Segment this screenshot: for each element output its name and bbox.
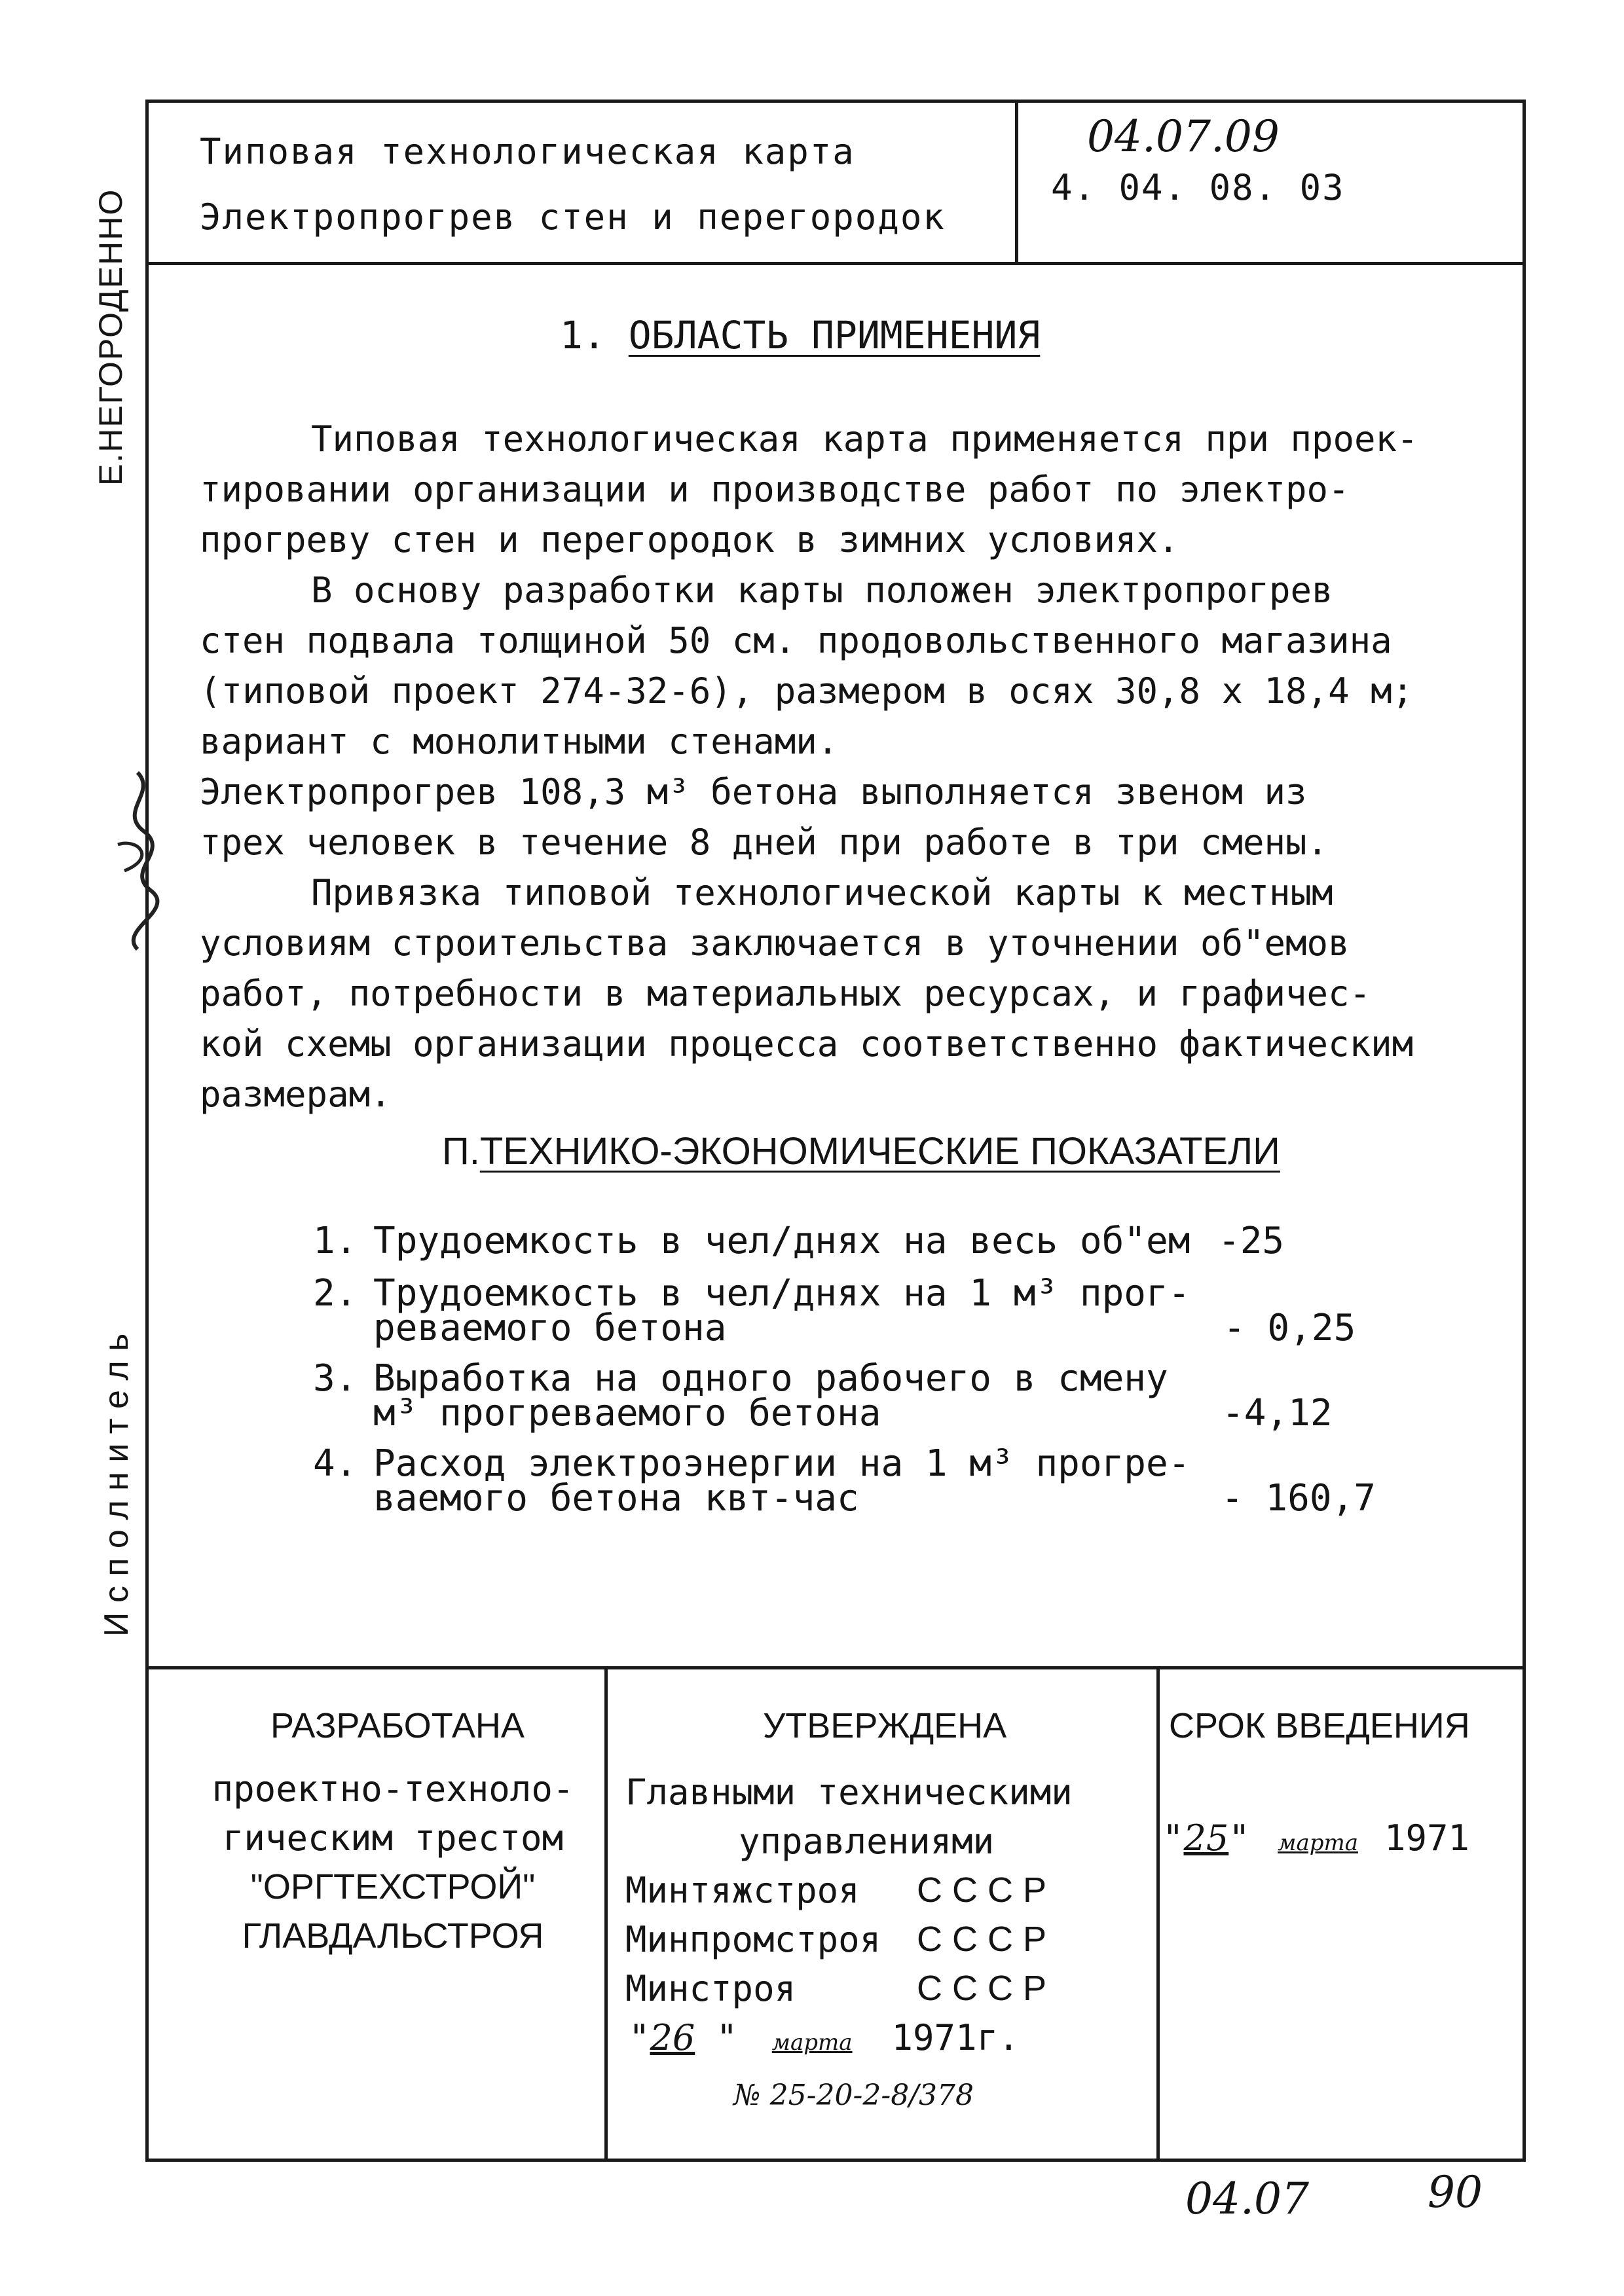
ministry-ussr: С С С Р [917,1969,1047,2008]
section1-title: ОБЛАСТЬ ПРИМЕНЕНИЯ [628,313,1041,357]
approved-number: № 25-20-2-8/378 [733,2079,974,2112]
ministry-name: Минстроя [625,1968,796,2009]
bottom-handwritten-code: 04.07 [1185,2174,1309,2224]
paragraph-line: кой схемы организации процесса соответственно фактическим [200,1023,1414,1065]
paragraph-line: условиям строительства заключается в уточнении об"емов [200,922,1350,964]
section1-heading [560,313,1040,357]
margin-stamp: Е.НЕГОРОДЕННО [92,188,129,486]
effective-date-year: 1971 [1384,1817,1470,1859]
indicator-text: Расход электроэнергии на 1 м³ прогре- [373,1442,1190,1485]
developed-line: "ОРГТЕХСТРОЙ" [250,1867,536,1906]
section1-body [200,414,1496,1120]
approved-date: "26 " марта 1971г. [629,2017,1020,2058]
paragraph-line: размерам. [200,1074,392,1115]
footer-col-divider-1 [604,1666,608,2159]
indicator-value: -4,12 [1222,1392,1333,1434]
indicator-text: ваемого бетона квт-час [373,1477,859,1520]
developed-line: гическим трестом [222,1817,564,1859]
approved-line: управлениями [739,1821,995,1862]
approved-title: УТВЕРЖДЕНА [763,1706,1007,1745]
section2-title: ТЕХНИКО-ЭКОНОМИЧЕСКИЕ ПОКАЗАТЕЛИ [479,1130,1280,1173]
paragraph-line: прогреву стен и перегородок в зимних условиях. [200,519,1179,560]
margin-signature [98,766,177,956]
ministry-name: Минтяжстроя [625,1870,860,1911]
approved-line: Главными техническими [625,1772,1073,1813]
paragraph-line: стен подвала толщиной 50 см. продовольственного магазина [200,620,1392,661]
section1-number: 1. [560,313,606,357]
indicator-number: 3. [313,1357,358,1400]
frame-bottom [145,2159,1526,2162]
ministry-ussr: С С С Р [917,1920,1047,1959]
footer-divider [145,1666,1526,1669]
indicator-text: реваемого бетона [373,1307,727,1349]
header-divider [145,262,1526,265]
indicator-text: Трудоемкость в чел/днях на весь об"ем [373,1220,1190,1262]
ministry-ussr: С С С Р [917,1870,1047,1910]
effective-date: "25" марта 1971 [1162,1817,1470,1859]
effective-date-month: марта [1278,1830,1359,1856]
doc-code: 4. 04. 08. 03 [1051,167,1345,208]
approved-date-year: 1971г. [891,2017,1020,2058]
doc-title-line2: Электропрогрев стен и перегородок [200,196,946,238]
frame-right [1522,100,1526,2162]
effective-date-day: 25 [1183,1817,1229,1859]
paragraph-line: вариант с монолитными стенами. [200,721,839,762]
section2-heading [442,1129,1280,1173]
footer-col-divider-2 [1156,1666,1160,2159]
frame-left [145,100,149,2162]
indicator-value: - 160,7 [1221,1477,1376,1520]
doc-title-line1: Типовая технологическая карта [200,131,855,172]
paragraph-line: В основу разработки карты положен электропрогрев [311,570,1333,611]
paragraph-line: трех человек в течение 8 дней при работе в три смены. [200,822,1329,863]
paragraph-line: Привязка типовой технологической карты к местным [311,872,1333,913]
indicator-text: Выработка на одного рабочего в смену [373,1357,1168,1400]
effective-title: СРОК ВВЕДЕНИЯ [1169,1706,1470,1745]
page-number: 90 [1428,2167,1483,2217]
developed-line: ГЛАВДАЛЬСТРОЯ [242,1916,544,1956]
indicator-number: 2. [313,1272,358,1315]
approved-date-day: 26 [650,2017,695,2058]
paragraph-line: тировании организации и производстве работ по электро- [200,469,1350,510]
paragraph-line: Электропрогрев 108,3 м³ бетона выполняется звеном из [200,771,1307,812]
indicator-value: -25 [1218,1220,1285,1262]
paragraph-line: Типовая технологическая карта применяется при проек- [311,418,1418,460]
developed-title: РАЗРАБОТАНА [270,1706,525,1745]
indicator-number: 1. [313,1220,358,1262]
section2-prefix: П. [442,1130,480,1173]
indicator-text: м³ прогреваемого бетона [373,1392,881,1434]
indicator-text: Трудоемкость в чел/днях на 1 м³ прог- [373,1272,1190,1315]
ministry-name: Минпромстроя [625,1919,881,1960]
frame-top [145,100,1526,103]
handwritten-code: 04.07.09 [1087,111,1280,162]
margin-executor: И с п о л н и т е л ь [98,1333,136,1637]
paragraph-line: работ, потребности в материальных ресурсах, и графичес- [200,973,1371,1014]
paragraph-line: (типовой проект 274-32-6), размером в осях 30,8 х 18,4 м; [200,670,1414,712]
developed-line: проектно-техноло- [212,1768,574,1810]
header-vertical-divider [1015,100,1018,263]
indicator-value: - 0,25 [1223,1307,1356,1349]
developed-block [196,1764,589,1961]
approved-date-month: марта [771,2030,853,2056]
indicator-number: 4. [313,1442,358,1485]
